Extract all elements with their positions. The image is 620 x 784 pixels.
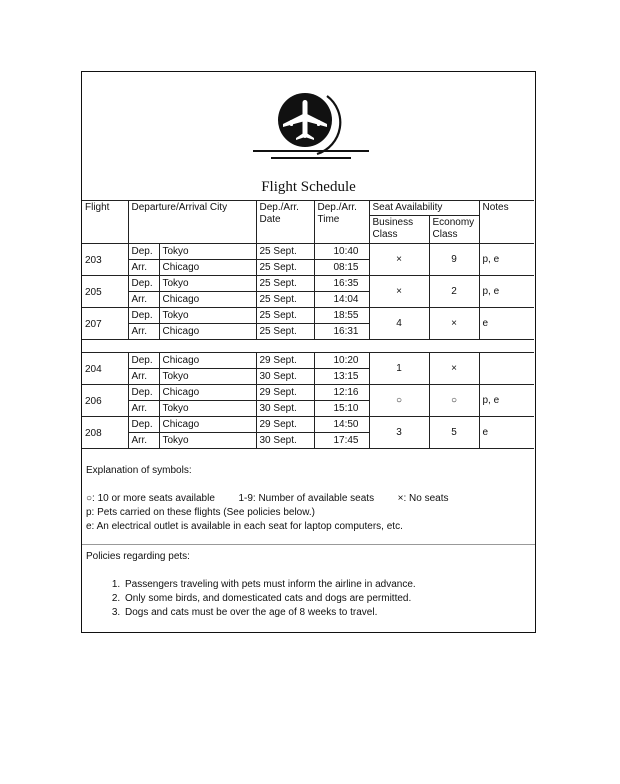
leg-label: Dep. xyxy=(128,385,159,401)
time-cell: 15:10 xyxy=(314,401,369,417)
symbol-explanation xyxy=(86,464,526,534)
explanation-range: 1-9: Number of available seats xyxy=(238,493,375,504)
flight-number: 204 xyxy=(82,353,128,385)
city-cell: Tokyo xyxy=(159,276,256,292)
flight-schedule-table xyxy=(82,200,534,449)
explanation-cross: ×: No seats xyxy=(397,493,449,504)
time-cell: 16:35 xyxy=(314,276,369,292)
city-cell: Chicago xyxy=(159,385,256,401)
flight-number: 203 xyxy=(82,244,128,276)
pet-policies xyxy=(86,550,526,620)
time-cell: 16:31 xyxy=(314,324,369,340)
date-cell: 30 Sept. xyxy=(256,369,314,385)
time-cell: 18:55 xyxy=(314,308,369,324)
city-cell: Tokyo xyxy=(159,308,256,324)
header-seat-availability xyxy=(369,201,479,244)
time-cell: 14:50 xyxy=(314,417,369,433)
header-city: Departure/Arrival City xyxy=(128,201,256,244)
business-availability: × xyxy=(369,244,429,276)
date-cell: 29 Sept. xyxy=(256,417,314,433)
header-notes: Notes xyxy=(479,201,534,244)
time-cell: 10:40 xyxy=(314,244,369,260)
separator-cell xyxy=(82,340,534,353)
notes-cell xyxy=(479,353,534,385)
economy-availability: 5 xyxy=(429,417,479,449)
time-cell: 13:15 xyxy=(314,369,369,385)
leg-label: Dep. xyxy=(128,244,159,260)
explanation-e: e: An electrical outlet is available in each seat for laptop computers, etc. xyxy=(86,521,403,532)
header-seat: Seat Availability xyxy=(370,201,479,216)
economy-availability: 9 xyxy=(429,244,479,276)
business-availability: 1 xyxy=(369,353,429,385)
notes-cell: e xyxy=(479,417,534,449)
flight-number: 208 xyxy=(82,417,128,449)
notes-cell: e xyxy=(479,308,534,340)
city-cell: Tokyo xyxy=(159,433,256,449)
date-cell: 25 Sept. xyxy=(256,244,314,260)
city-cell: Chicago xyxy=(159,260,256,276)
explanation-circle: ○: 10 or more seats available xyxy=(86,493,215,504)
leg-label: Arr. xyxy=(128,292,159,308)
header-economy: Economy Class xyxy=(432,217,475,240)
business-availability: 4 xyxy=(369,308,429,340)
date-cell: 25 Sept. xyxy=(256,260,314,276)
time-cell: 10:20 xyxy=(314,353,369,369)
date-cell: 30 Sept. xyxy=(256,401,314,417)
city-cell: Chicago xyxy=(159,417,256,433)
flight-number: 206 xyxy=(82,385,128,417)
policy-item: 3. Dogs and cats must be over the age of 8 weeks to travel. xyxy=(123,606,526,620)
economy-availability: × xyxy=(429,308,479,340)
header-date: Dep./Arr. Date xyxy=(256,201,314,244)
leg-label: Arr. xyxy=(128,433,159,449)
leg-label: Arr. xyxy=(128,369,159,385)
city-cell: Tokyo xyxy=(159,369,256,385)
header-time: Dep./Arr. Time xyxy=(314,201,369,244)
time-cell: 12:16 xyxy=(314,385,369,401)
leg-label: Dep. xyxy=(128,276,159,292)
business-availability: ○ xyxy=(369,385,429,417)
date-cell: 25 Sept. xyxy=(256,276,314,292)
leg-label: Arr. xyxy=(128,324,159,340)
date-cell: 25 Sept. xyxy=(256,292,314,308)
policies-list xyxy=(86,578,526,620)
policies-heading: Policies regarding pets: xyxy=(86,551,190,562)
airplane-logo-icon xyxy=(251,86,371,166)
group-separator xyxy=(82,340,534,353)
leg-label: Dep. xyxy=(128,417,159,433)
header-flight: Flight xyxy=(82,201,128,244)
flight-rows xyxy=(82,244,534,449)
notes-cell: p, e xyxy=(479,244,534,276)
city-cell: Chicago xyxy=(159,324,256,340)
date-cell: 25 Sept. xyxy=(256,308,314,324)
header-business: Business Class xyxy=(370,216,430,243)
leg-label: Dep. xyxy=(128,308,159,324)
business-availability: 3 xyxy=(369,417,429,449)
city-cell: Chicago xyxy=(159,353,256,369)
notes-cell: p, e xyxy=(479,385,534,417)
date-cell: 29 Sept. xyxy=(256,385,314,401)
notes-cell: p, e xyxy=(479,276,534,308)
economy-availability: ○ xyxy=(429,385,479,417)
page-title: Flight Schedule xyxy=(261,179,356,195)
table-row xyxy=(82,276,534,292)
flight-schedule-document xyxy=(81,71,536,633)
explanation-heading: Explanation of symbols: xyxy=(86,465,192,476)
table-row xyxy=(82,385,534,401)
city-cell: Tokyo xyxy=(159,401,256,417)
date-cell: 29 Sept. xyxy=(256,353,314,369)
city-cell: Tokyo xyxy=(159,244,256,260)
economy-availability: 2 xyxy=(429,276,479,308)
city-cell: Chicago xyxy=(159,292,256,308)
explanation-p: p: Pets carried on these flights (See policies below.) xyxy=(86,507,316,518)
flight-number: 205 xyxy=(82,276,128,308)
flight-number: 207 xyxy=(82,308,128,340)
section-divider xyxy=(82,544,535,545)
policy-item: 1. Passengers traveling with pets must inform the airline in advance. xyxy=(123,578,526,592)
business-availability: × xyxy=(369,276,429,308)
table-row xyxy=(82,308,534,324)
policy-item: 2. Only some birds, and domesticated cats and dogs are permitted. xyxy=(123,592,526,606)
table-row xyxy=(82,244,534,260)
date-cell: 30 Sept. xyxy=(256,433,314,449)
table-row xyxy=(82,353,534,369)
time-cell: 14:04 xyxy=(314,292,369,308)
leg-label: Arr. xyxy=(128,401,159,417)
leg-label: Arr. xyxy=(128,260,159,276)
economy-availability: × xyxy=(429,353,479,385)
leg-label: Dep. xyxy=(128,353,159,369)
date-cell: 25 Sept. xyxy=(256,324,314,340)
table-row xyxy=(82,417,534,433)
time-cell: 17:45 xyxy=(314,433,369,449)
time-cell: 08:15 xyxy=(314,260,369,276)
